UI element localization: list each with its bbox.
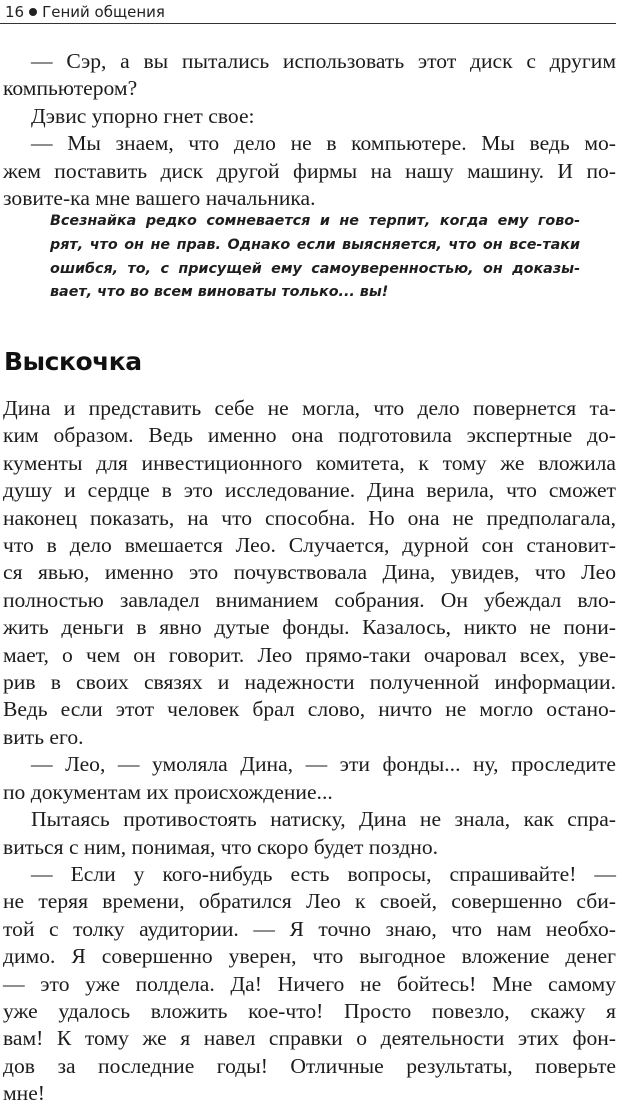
text-line: компьютером? — [3, 76, 138, 101]
note-line: рят, что он не прав. Однако если выясняется, что он все-таки — [50, 236, 580, 253]
note-line: ошибся, то, с присущей ему самоуверенностью, он доказы- — [50, 260, 580, 277]
text-line: — Мы знаем, что дело не в компьютере. Мы ведь мо- — [31, 131, 616, 156]
story-block — [3, 395, 616, 1108]
running-head — [5, 3, 165, 21]
text-line: наконец показать, на что способна. Но она не предполагала, — [3, 505, 616, 530]
book-title: Гений общения — [42, 3, 165, 21]
text-line: — Сэр, а вы пытались использовать этот диск с другим — [31, 49, 616, 73]
text-line: кументы для инвестиционного комитета, к тому же вложила — [3, 450, 616, 475]
text-line: полностью завладел вниманием собрания. Он убеждал вло- — [3, 587, 616, 612]
text-line: — Если у кого-нибудь есть вопросы, спрашивайте! — — [31, 861, 616, 886]
note-line: Всезнайка редко сомневается и не терпит, когда ему гово- — [50, 213, 580, 229]
text-line: Дина и представить себе не могла, что дело повернется та- — [3, 396, 616, 420]
text-line: что в дело вмешается Лео. Случается, дурной сон становит- — [3, 533, 616, 558]
note-line: вает, что во всем виноваты только... вы! — [50, 284, 389, 301]
text-line: ким образом. Ведь именно она подготовила экспертные до- — [3, 423, 616, 448]
text-line: жем поставить диск другой фирмы на нашу машину. И по- — [3, 158, 616, 183]
text-line: дов за последние годы! Отличные результаты, поверьте — [3, 1053, 616, 1078]
section-title: Выскочка — [4, 347, 142, 376]
text-line: димо. Я совершенно уверен, что выгодное вложение денег — [3, 944, 616, 969]
text-line: — это уже полдела. Да! Ничего не бойтесь! Мне самому — [3, 971, 616, 996]
text-line: рив в своих связях и надежности полученной информации. — [3, 670, 616, 695]
text-line: той с толку аудитории. — Я точно знаю, что нам необхо- — [3, 916, 616, 941]
header-divider — [0, 23, 616, 24]
text-line: Пытаясь противостоять натиску, Дина не знала, как спра- — [31, 807, 616, 832]
text-line: уже удалось вложить кое-что! Просто повезло, скажу я — [3, 998, 616, 1023]
text-line: вить его. — [3, 724, 84, 749]
text-line: ся явью, именно это почувствовала Дина, увидев, что Лео — [3, 560, 616, 585]
text-line: душу и сердце в это исследование. Дина верила, что сможет — [3, 478, 616, 503]
text-line: зовите-ка мне вашего начальника. — [3, 186, 316, 211]
text-line: мает, о чем он говорит. Лео прямо-таки очаровал всех, уве- — [3, 642, 616, 667]
text-line: мне! — [3, 1081, 45, 1106]
text-line: виться с ним, понимая, что скоро будет поздно. — [3, 834, 439, 859]
text-line: Дэвис упорно гнет свое: — [31, 103, 255, 128]
summary-note — [50, 210, 580, 305]
text-line: — Лео, — умоляла Дина, — эти фонды... ну, проследите — [31, 752, 616, 777]
page-number: 16 — [5, 3, 25, 21]
dialogue-block — [3, 48, 616, 212]
text-line: по документам их происхождение... — [3, 779, 333, 804]
text-line: вам! К тому же я навел справки о деятельности этих фон- — [3, 1026, 616, 1051]
text-line: жить деньги в явно дутые фонды. Казалось, никто не пони- — [3, 615, 616, 640]
text-line: не теряя времени, обратился Лео к своей, совершенно сби- — [3, 889, 616, 914]
bullet-icon — [29, 8, 37, 16]
text-line: Ведь если этот человек брал слово, ничто не могло остано- — [3, 697, 616, 722]
